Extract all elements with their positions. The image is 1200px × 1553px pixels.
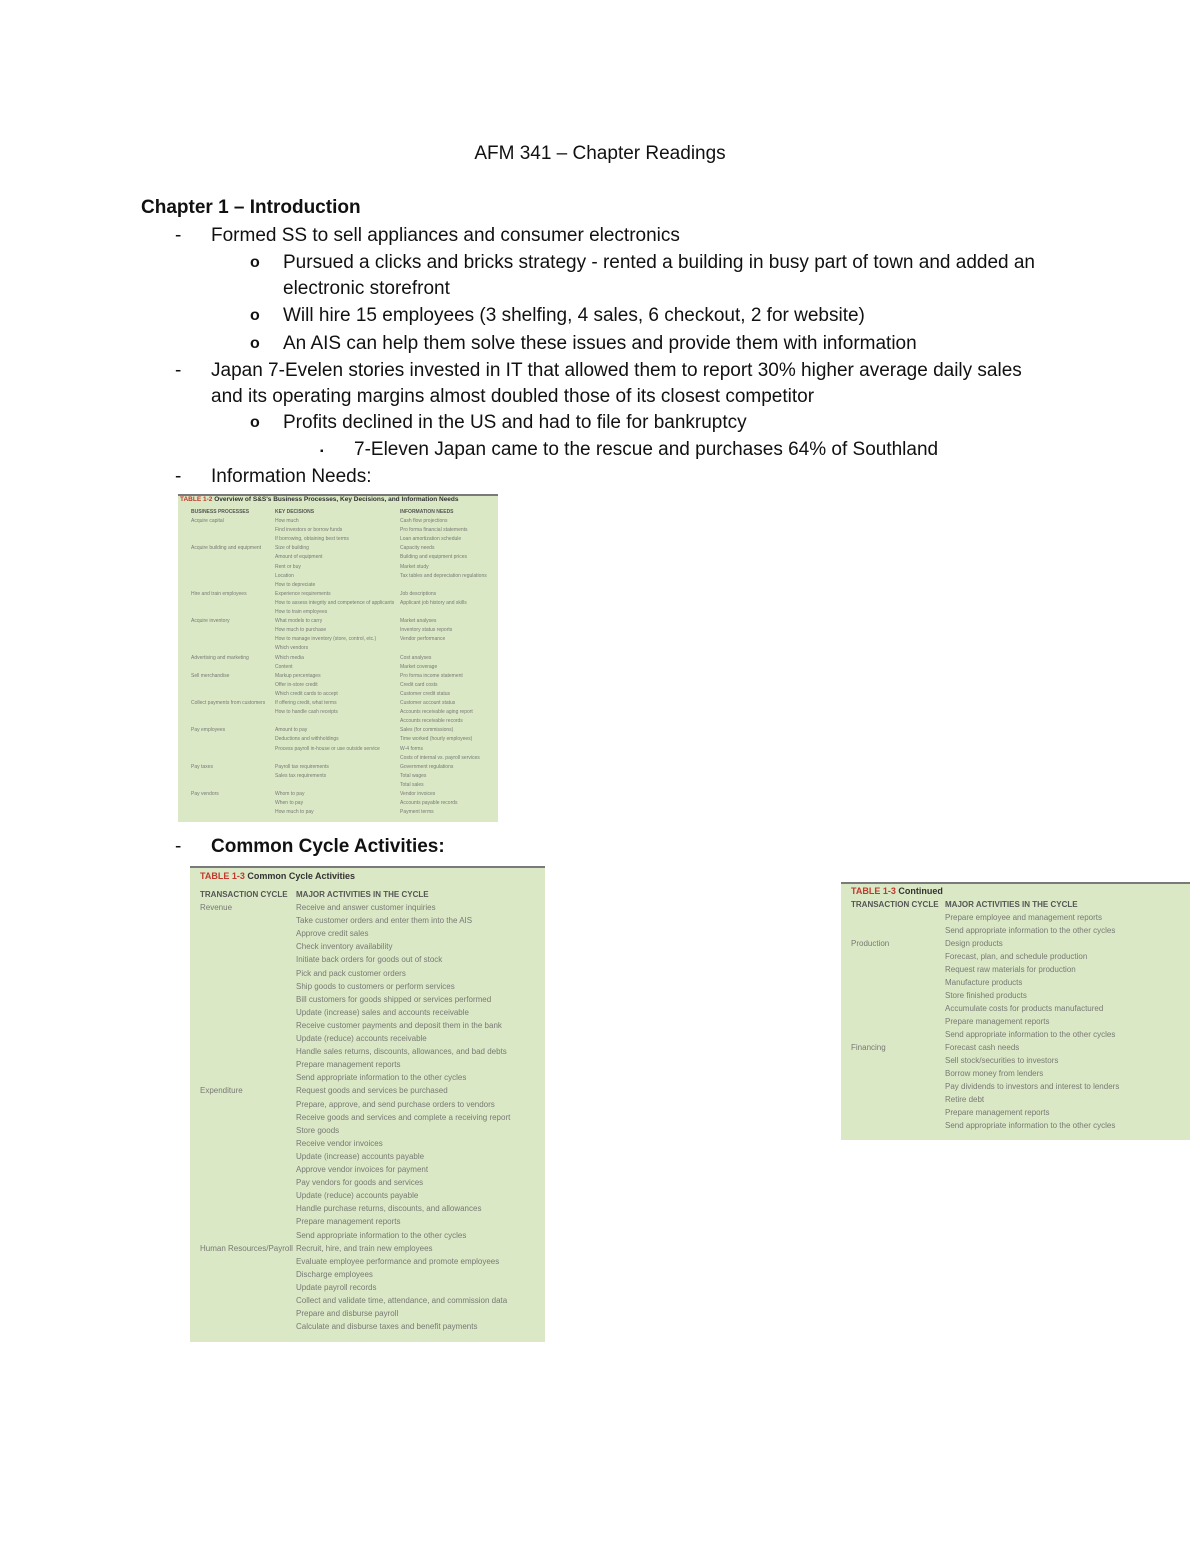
table-cell: Approve credit sales [296, 929, 369, 939]
table-cell: Total wages [400, 772, 427, 779]
table-number: TABLE 1-3 [200, 871, 245, 881]
bullet-marker: o [250, 307, 260, 324]
column-header: INFORMATION NEEDS [400, 509, 454, 515]
table-cell: Acquire capital [191, 518, 224, 524]
table-cell: Capacity needs [400, 545, 435, 552]
table-cell: Vendor invoices [400, 791, 436, 797]
table-cell: Find investors or borrow funds [275, 527, 343, 534]
table-cell: Which credit cards to accept [275, 690, 338, 697]
table-cell: Tax tables and depreciation regulations [400, 572, 487, 579]
table-cell: How to assess integrity and competence of applicants [275, 599, 395, 606]
table-cell: Human Resources/Payroll [200, 1243, 293, 1253]
table-cell: Borrow money from lenders [945, 1069, 1044, 1078]
page-title: AFM 341 – Chapter Readings [474, 143, 726, 164]
table-cell: Prepare employee and management reports [945, 913, 1102, 922]
table-cell: Prepare management reports [945, 1017, 1050, 1026]
bullet-marker: o [250, 254, 260, 271]
column-header: KEY DECISIONS [275, 509, 315, 515]
table-cell: Sell stock/securities to investors [945, 1056, 1059, 1065]
table-cell: Handle purchase returns, discounts, and allowances [296, 1204, 482, 1214]
table-cell: Process payroll in-house or use outside service [275, 745, 380, 752]
table-cell: How much to pay [275, 809, 314, 816]
bullet-text: Formed SS to sell appliances and consumer electronics [211, 225, 680, 246]
column-header: BUSINESS PROCESSES [191, 509, 250, 515]
table-cell: Pay dividends to investors and interest to lenders [945, 1082, 1120, 1091]
table-cell: Pro forma income statement [400, 672, 463, 679]
table-cell: Amount to pay [275, 727, 308, 734]
column-header: MAJOR ACTIVITIES IN THE CYCLE [945, 900, 1078, 909]
table-cell: Content [275, 663, 293, 670]
table-cell: Payment terms [400, 809, 434, 816]
table-cell: Prepare and disburse payroll [296, 1309, 399, 1319]
bullet-text: Profits declined in the US and had to file for bankruptcy [283, 412, 747, 433]
table-cell: Whom to pay [275, 791, 305, 797]
table-cell: How much to purchase [275, 627, 327, 634]
table-cell: Receive goods and services and complete a receiving report [296, 1112, 511, 1122]
table-cell: Cost analyses [400, 654, 432, 661]
table-cell: Acquire inventory [191, 618, 230, 625]
bullet-marker: o [250, 335, 260, 352]
table-cell: Collect payments from customers [191, 700, 266, 706]
common-cycle-table [190, 866, 545, 1342]
bullet-text: Pursued a clicks and bricks strategy - rented a building in busy part of town and added an [283, 252, 1035, 273]
table-cell: How to depreciate [275, 581, 316, 588]
table-cell: Location [275, 572, 294, 579]
table-cell: Send appropriate information to the other cycles [296, 1230, 467, 1240]
table-cell: How to handle cash receipts [275, 709, 338, 716]
table-cell: Take customer orders and enter them into the AIS [296, 916, 473, 926]
table-cell: Design products [945, 939, 1003, 948]
table-rule [190, 866, 545, 868]
table-caption [851, 886, 943, 896]
table-cell: Prepare management reports [296, 1217, 401, 1227]
table-cell: Sales tax requirements [275, 772, 327, 779]
table-cell: Which vendors [275, 645, 309, 652]
bullet-marker: - [175, 360, 182, 381]
table-caption [180, 496, 459, 503]
chapter-heading: Chapter 1 – Introduction [141, 197, 361, 218]
table-cell: Accounts receivable records [400, 718, 463, 725]
bullet-marker: o [250, 414, 260, 431]
bullet-marker: - [175, 225, 182, 246]
table-cell: Update payroll records [296, 1282, 377, 1292]
table-rule [841, 882, 1190, 884]
table-cell: Store finished products [945, 991, 1027, 1000]
table-cell: Send appropriate information to the other cycles [296, 1073, 467, 1083]
table-cell: Payroll tax requirements [275, 763, 329, 770]
table-cell: Expenditure [200, 1086, 243, 1096]
bullet-text: Information Needs: [211, 466, 372, 487]
table-cell: Customer account status [400, 700, 456, 706]
table-number: TABLE 1-2 [180, 496, 213, 503]
table-cell: Market coverage [400, 663, 438, 670]
bullet-text: electronic storefront [283, 278, 450, 299]
table-cell: Accumulate costs for products manufactured [945, 1004, 1104, 1013]
bullet-text: An AIS can help them solve these issues and provide them with information [283, 333, 917, 354]
cycle-table-continued [841, 882, 1190, 1140]
table-cell: Prepare management reports [945, 1108, 1050, 1117]
bullet-text: and its operating margins almost doubled those of its closest competitor [211, 386, 815, 407]
table-cell: Prepare management reports [296, 1060, 401, 1070]
table-cell: Financing [851, 1043, 886, 1052]
table-cell: Update (increase) sales and accounts receivable [296, 1007, 469, 1017]
table-cell: Costs of internal vs. payroll services [400, 754, 480, 761]
table-cell: Request raw materials for production [945, 965, 1076, 974]
table-cell: Advertising and marketing [191, 654, 249, 661]
table-cell: Rent or buy [275, 563, 301, 570]
table-cell: Update (reduce) accounts receivable [296, 1034, 427, 1043]
bullet-text: Will hire 15 employees (3 shelfing, 4 sales, 6 checkout, 2 for website) [283, 305, 865, 326]
table-cell: Send appropriate information to the other cycles [945, 1030, 1116, 1039]
table-cell: If offering credit, what terms [275, 700, 337, 706]
bullet-text: Common Cycle Activities: [211, 836, 445, 857]
table-cell: Customer credit status [400, 690, 451, 697]
table-cell: Amount of equipment [275, 554, 323, 561]
table-cell: Discharge employees [296, 1269, 373, 1279]
table-cell: Recruit, hire, and train new employees [296, 1243, 433, 1253]
table-cell: Job descriptions [400, 590, 437, 597]
table-cell: Offer in-store credit [275, 681, 318, 688]
table-cell: What models to carry [275, 618, 323, 625]
table-cell: Forecast cash needs [945, 1043, 1020, 1052]
table-cell: Deductions and withholdings [275, 736, 339, 743]
bullet-marker: ▪ [320, 446, 324, 457]
table-cell: Send appropriate information to the other cycles [945, 926, 1116, 935]
table-title: Overview of S&S's Business Processes, Key Decisions, and Information Needs [214, 496, 459, 503]
table-cell: Inventory status reports [400, 627, 453, 634]
table-cell: Accounts receivable aging report [400, 709, 473, 716]
table-cell: Applicant job history and skills [400, 599, 467, 606]
table-cell: W-4 forms [400, 745, 423, 752]
table-cell: Hire and train employees [191, 590, 247, 597]
table-cell: Send appropriate information to the other cycles [945, 1121, 1116, 1130]
table-cell: Calculate and disburse taxes and benefit payments [296, 1322, 478, 1332]
bullet-text: 7-Eleven Japan came to the rescue and purchases 64% of Southland [354, 439, 939, 460]
table-cell: Pay vendors for goods and services [296, 1178, 424, 1188]
table-cell: Pay taxes [191, 763, 213, 770]
table-cell: If borrowing, obtaining best terms [275, 536, 349, 543]
table-title: Common Cycle Activities [247, 871, 356, 881]
table-cell: Experience requirements [275, 590, 331, 597]
table-cell: Revenue [200, 903, 233, 912]
table-cell: Receive and answer customer inquiries [296, 903, 436, 912]
table-cell: Accounts payable records [400, 800, 458, 807]
table-cell: When to pay [275, 800, 304, 807]
table-cell: Prepare, approve, and send purchase orders to vendors [296, 1099, 495, 1109]
table-cell: Ship goods to customers or perform services [296, 981, 455, 991]
table-cell: Evaluate employee performance and promote employees [296, 1256, 500, 1266]
table-cell: Market study [400, 563, 429, 570]
table-cell: Initiate back orders for goods out of stock [296, 955, 443, 965]
table-cell: Bill customers for goods shipped or services performed [296, 994, 492, 1004]
table-cell: Receive customer payments and deposit them in the bank [296, 1020, 502, 1030]
table-cell: How to manage inventory (store, control, etc.) [275, 636, 377, 643]
table-cell: Check inventory availability [296, 942, 393, 952]
column-header: MAJOR ACTIVITIES IN THE CYCLE [296, 890, 429, 899]
table-cell: Production [851, 939, 890, 948]
column-header: TRANSACTION CYCLE [851, 900, 939, 909]
table-cell: Which media [275, 654, 304, 661]
information-needs-table [178, 494, 498, 822]
table-cell: Pick and pack customer orders [296, 968, 406, 978]
table-cell: Retire debt [945, 1095, 985, 1104]
table-cell: Store goods [296, 1125, 340, 1135]
table-caption [200, 871, 355, 881]
table-cell: Handle sales returns, discounts, allowances, and bad debts [296, 1047, 507, 1057]
bullet-marker: - [175, 466, 182, 487]
table-cell: Size of building [275, 545, 309, 552]
table-cell: Collect and validate time, attendance, and commission data [296, 1296, 508, 1305]
bullet-marker: - [175, 836, 182, 857]
table-cell: Acquire building and equipment [191, 545, 262, 552]
table-cell: Cash flow projections [400, 518, 448, 524]
table-cell: Forecast, plan, and schedule production [945, 952, 1088, 961]
table-cell: Building and equipment prices [400, 554, 467, 561]
table-cell: Markup percentages [275, 672, 321, 679]
table-cell: Update (increase) accounts payable [296, 1151, 425, 1161]
table-cell: Sell merchandise [191, 672, 230, 679]
bullet-text: Japan 7-Evelen stories invested in IT that allowed them to report 30% higher average daily sales [211, 360, 1022, 381]
table-cell: Market analyses [400, 618, 437, 625]
table-cell: Receive vendor invoices [296, 1138, 383, 1148]
table-cell: Sales (for commissions) [400, 727, 454, 734]
column-header: TRANSACTION CYCLE [200, 890, 288, 899]
table-cell: Pay vendors [191, 791, 219, 797]
table-cell: Credit card costs [400, 681, 438, 688]
table-cell: Pro forma financial statements [400, 527, 468, 534]
table-cell: Loan amortization schedule [400, 536, 462, 543]
table-cell: Total sales [400, 781, 424, 788]
table-cell: Government regulations [400, 763, 454, 770]
table-cell: Manufacture products [945, 978, 1023, 987]
table-title: Continued [898, 886, 943, 896]
table-cell: Pay employees [191, 727, 226, 734]
table-cell: Time worked (hourly employees) [400, 736, 473, 743]
table-cell: How to train employees [275, 609, 328, 615]
table-cell: Vendor performance [400, 636, 446, 643]
table-cell: Update (reduce) accounts payable [296, 1191, 419, 1201]
table-number: TABLE 1-3 [851, 886, 896, 896]
table-cell: How much [275, 518, 299, 524]
table-cell: Request goods and services be purchased [296, 1086, 448, 1096]
table-cell: Approve vendor invoices for payment [296, 1165, 429, 1174]
